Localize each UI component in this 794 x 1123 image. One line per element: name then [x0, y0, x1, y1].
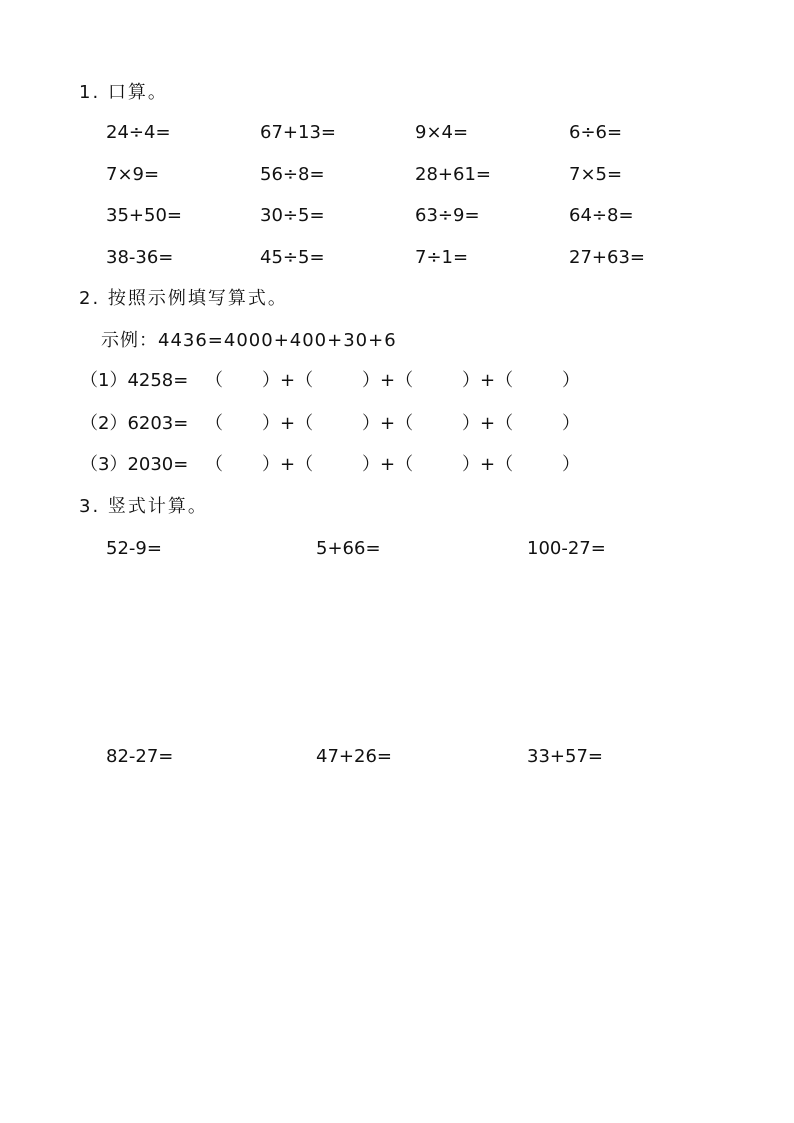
paren-plus: ）+（	[362, 413, 414, 434]
oral-calc-item: 6÷6=	[569, 122, 623, 143]
paren-plus: ）+（	[362, 370, 414, 391]
vertical-calc-item: 5+66=	[316, 538, 381, 559]
paren-open: （	[205, 454, 223, 475]
oral-calc-item: 7×5=	[569, 164, 623, 185]
vertical-calc-item: 82-27=	[106, 746, 174, 767]
vertical-calc-item: 47+26=	[316, 746, 392, 767]
vertical-calc-item: 52-9=	[106, 538, 162, 559]
vertical-calc-item: 100-27=	[527, 538, 606, 559]
paren-plus: ）+（	[362, 454, 414, 475]
fill-in-label: （1）4258=	[80, 370, 189, 391]
oral-calc-item: 35+50=	[106, 205, 182, 226]
oral-calc-item: 63÷9=	[415, 205, 480, 226]
oral-calc-item: 7÷1=	[415, 247, 469, 268]
oral-calc-item: 9×4=	[415, 122, 469, 143]
paren-close: ）	[562, 370, 580, 391]
oral-calc-item: 56÷8=	[260, 164, 325, 185]
oral-calc-item: 24÷4=	[106, 122, 171, 143]
paren-plus: ）+（	[462, 413, 514, 434]
paren-plus: ）+（	[262, 454, 314, 475]
oral-calc-item: 45÷5=	[260, 247, 325, 268]
fill-in-label: （3）2030=	[80, 454, 189, 475]
paren-open: （	[205, 370, 223, 391]
vertical-calc-item: 33+57=	[527, 746, 603, 767]
oral-calc-item: 7×9=	[106, 164, 160, 185]
paren-close: ）	[562, 413, 580, 434]
paren-plus: ）+（	[462, 370, 514, 391]
oral-calc-item: 28+61=	[415, 164, 491, 185]
oral-calc-item: 27+63=	[569, 247, 645, 268]
oral-calc-item: 64÷8=	[569, 205, 634, 226]
paren-close: ）	[562, 454, 580, 475]
oral-calc-item: 30÷5=	[260, 205, 325, 226]
paren-open: （	[205, 413, 223, 434]
section-1-heading: 1. 口算。	[79, 82, 168, 103]
oral-calc-item: 38-36=	[106, 247, 174, 268]
section-3-heading: 3. 竖式计算。	[79, 496, 208, 517]
section-2-heading: 2. 按照示例填写算式。	[79, 288, 288, 309]
oral-calc-item: 67+13=	[260, 122, 336, 143]
paren-plus: ）+（	[462, 454, 514, 475]
fill-in-label: （2）6203=	[80, 413, 189, 434]
paren-plus: ）+（	[262, 413, 314, 434]
example-equation: 示例：4436=4000+400+30+6	[101, 330, 397, 351]
paren-plus: ）+（	[262, 370, 314, 391]
